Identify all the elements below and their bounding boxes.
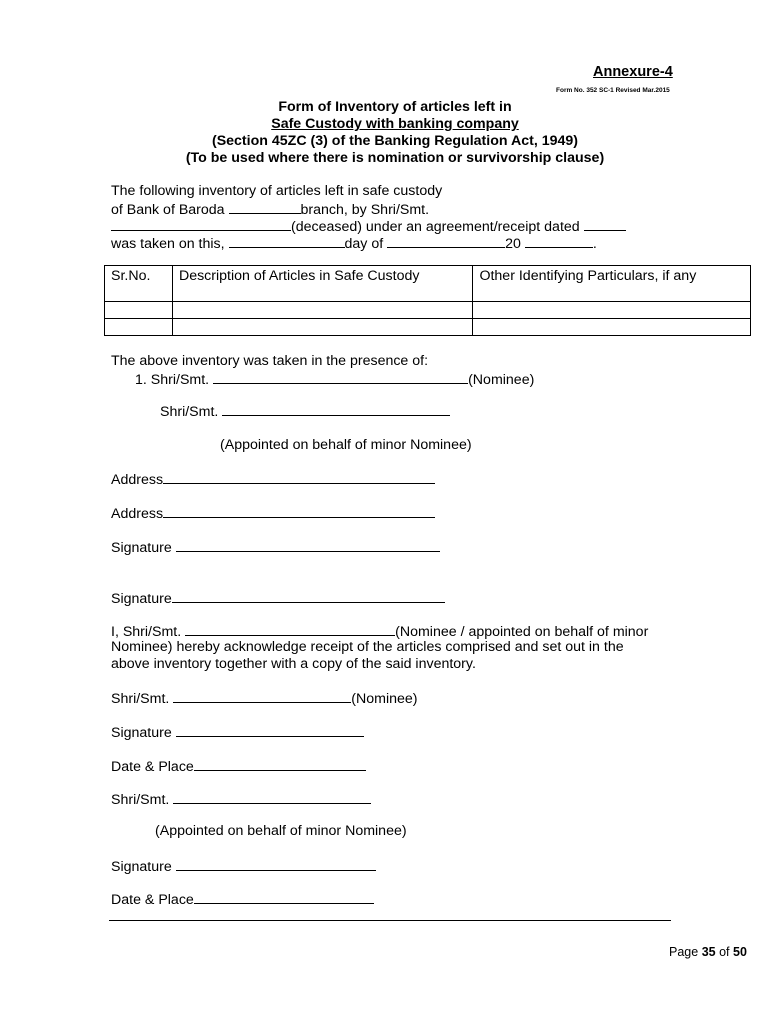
minor-signature-blank[interactable] bbox=[176, 857, 376, 871]
branch-blank[interactable] bbox=[229, 200, 301, 214]
address-label-2: Address bbox=[111, 506, 164, 522]
guardian-name-blank[interactable] bbox=[222, 402, 450, 416]
page-current: 35 bbox=[701, 945, 716, 959]
nominee-signature-blank[interactable] bbox=[176, 723, 364, 737]
col-header-particulars: Other Identifying Particulars, if any bbox=[473, 266, 751, 302]
nominee-name-blank[interactable] bbox=[213, 370, 468, 384]
signature-line-1 bbox=[111, 538, 440, 557]
nominee-date-place-blank[interactable] bbox=[194, 757, 366, 771]
ack-line-2: Nominee) hereby acknowledge receipt of the articles comprised and set out in the bbox=[111, 639, 624, 655]
depositor-name-blank[interactable] bbox=[111, 217, 291, 231]
form-number: Form No. 352 SC-1 Revised Mar.2015 bbox=[556, 87, 670, 94]
inventory-table bbox=[104, 265, 751, 336]
minor-signature-line bbox=[111, 857, 376, 876]
table-row bbox=[105, 319, 751, 336]
ack-name-blank[interactable] bbox=[185, 622, 395, 636]
minor-shri-smt-blank[interactable] bbox=[173, 790, 371, 804]
month-blank[interactable] bbox=[387, 234, 505, 248]
intro-line-4 bbox=[111, 234, 597, 253]
minor-date-place-label: Date & Place bbox=[111, 892, 194, 908]
table-cell[interactable] bbox=[172, 319, 472, 336]
address-line-2 bbox=[111, 504, 435, 523]
title-line-4: (To be used where there is nomination or survivorship clause) bbox=[185, 150, 605, 166]
signature-blank-1[interactable] bbox=[176, 538, 440, 552]
table-cell[interactable] bbox=[473, 302, 751, 319]
ack-line-1-suffix: (Nominee / appointed on behalf of minor bbox=[395, 624, 649, 640]
nominee-signature-line bbox=[111, 723, 364, 742]
presence-appointed: (Appointed on behalf of minor Nominee) bbox=[220, 437, 472, 453]
title-line-3: (Section 45ZC (3) of the Banking Regulation Act, 1949) bbox=[211, 133, 579, 149]
signature-blank-2[interactable] bbox=[172, 589, 445, 603]
table-row bbox=[105, 302, 751, 319]
presence-shri-smt-label: Shri/Smt. bbox=[160, 404, 219, 420]
minor-date-place-blank[interactable] bbox=[194, 890, 374, 904]
minor-date-place-line bbox=[111, 890, 374, 909]
intro-dayof-label: day of bbox=[344, 236, 384, 252]
page-label: Page bbox=[669, 945, 699, 959]
intro-period: . bbox=[592, 236, 597, 252]
agreement-date-blank[interactable] bbox=[584, 217, 626, 231]
minor-appointed: (Appointed on behalf of minor Nominee) bbox=[155, 823, 407, 839]
signature-line-2 bbox=[111, 589, 445, 608]
ack-name-label: I, Shri/Smt. bbox=[111, 624, 182, 640]
intro-line-1: The following inventory of articles left in safe custody bbox=[111, 183, 443, 199]
bottom-divider bbox=[109, 920, 671, 921]
page-number bbox=[669, 945, 747, 959]
nominee-date-place-label: Date & Place bbox=[111, 759, 194, 775]
nominee-suffix: (Nominee) bbox=[351, 691, 418, 707]
col-header-description: Description of Articles in Safe Custody bbox=[172, 266, 472, 302]
table-cell[interactable] bbox=[105, 319, 173, 336]
title-line-2: Safe Custody with banking company bbox=[271, 116, 519, 132]
presence-item-1 bbox=[135, 370, 534, 389]
intro-taken-label: was taken on this, bbox=[111, 236, 225, 252]
nominee-signature-label: Signature bbox=[111, 725, 172, 741]
address-blank-2[interactable] bbox=[163, 504, 435, 518]
table-header-row bbox=[105, 266, 751, 302]
signature-label-1: Signature bbox=[111, 540, 172, 556]
day-blank[interactable] bbox=[229, 234, 345, 248]
signature-label-2: Signature bbox=[111, 591, 172, 607]
address-label-1: Address bbox=[111, 472, 164, 488]
title-line-1: Form of Inventory of articles left in bbox=[278, 99, 512, 115]
table-cell[interactable] bbox=[105, 302, 173, 319]
page-of: of bbox=[719, 945, 730, 959]
presence-intro: The above inventory was taken in the presence of: bbox=[111, 353, 429, 369]
presence-item-1-suffix: (Nominee) bbox=[468, 372, 535, 388]
table-cell[interactable] bbox=[473, 319, 751, 336]
minor-shri-smt-line bbox=[111, 790, 371, 809]
intro-bank-label: of Bank of Baroda bbox=[111, 202, 225, 218]
page-total: 50 bbox=[733, 945, 747, 959]
nominee-date-place-line bbox=[111, 757, 366, 776]
year-blank[interactable] bbox=[525, 234, 593, 248]
table-cell[interactable] bbox=[172, 302, 472, 319]
ack-line-3: above inventory together with a copy of the said inventory. bbox=[111, 656, 476, 672]
annexure-label: Annexure-4 bbox=[593, 64, 673, 80]
presence-item-1-prefix: 1. Shri/Smt. bbox=[135, 372, 210, 388]
intro-branch-label: branch, by Shri/Smt. bbox=[300, 202, 430, 218]
address-line-1 bbox=[111, 470, 435, 489]
intro-deceased-label: (deceased) under an agreement/receipt dated bbox=[291, 219, 580, 235]
nominee-shri-smt-label: Shri/Smt. bbox=[111, 691, 170, 707]
minor-signature-label: Signature bbox=[111, 859, 172, 875]
col-header-srno: Sr.No. bbox=[105, 266, 173, 302]
intro-year-prefix: 20 bbox=[505, 236, 521, 252]
address-blank-1[interactable] bbox=[163, 470, 435, 484]
minor-shri-smt-label: Shri/Smt. bbox=[111, 792, 170, 808]
nominee-shri-smt-line bbox=[111, 689, 418, 708]
presence-shri-smt bbox=[160, 402, 450, 421]
nominee-shri-smt-blank[interactable] bbox=[173, 689, 351, 703]
